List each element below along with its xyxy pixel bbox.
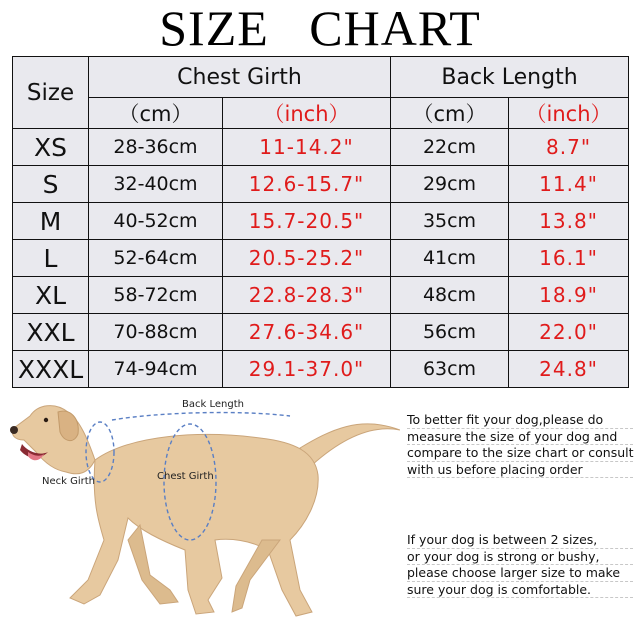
back-cm-cell: 35cm xyxy=(391,203,509,240)
table-row xyxy=(13,314,629,351)
back-length-label: Back Length xyxy=(182,399,244,410)
fit-advice-note xyxy=(407,412,633,478)
table-row xyxy=(13,240,629,277)
chest-inch-cell: 12.6-15.7" xyxy=(223,166,391,203)
size-cell: XXL xyxy=(13,314,89,351)
chest-girth-header: Chest Girth xyxy=(89,57,391,98)
chest-girth-label: Chest Girth xyxy=(157,471,214,482)
size-header: Size xyxy=(13,57,89,129)
back-inch-header: （inch） xyxy=(509,98,629,129)
table-row xyxy=(13,166,629,203)
chest-cm-cell: 70-88cm xyxy=(89,314,223,351)
back-cm-cell: 56cm xyxy=(391,314,509,351)
chest-cm-cell: 40-52cm xyxy=(89,203,223,240)
chest-inch-cell: 11-14.2" xyxy=(223,129,391,166)
size-cell: M xyxy=(13,203,89,240)
chest-cm-cell: 32-40cm xyxy=(89,166,223,203)
size-chart-table xyxy=(12,56,628,388)
chest-cm-cell: 74-94cm xyxy=(89,351,223,388)
note-line: measure the size of your dog and xyxy=(407,429,633,446)
back-cm-cell: 22cm xyxy=(391,129,509,166)
chest-cm-cell: 28-36cm xyxy=(89,129,223,166)
back-length-header: Back Length xyxy=(391,57,629,98)
back-inch-cell: 24.8" xyxy=(509,351,629,388)
note-line: compare to the size chart or consult xyxy=(407,445,634,460)
size-cell: L xyxy=(13,240,89,277)
chest-inch-cell: 27.6-34.6" xyxy=(223,314,391,351)
dog-illustration xyxy=(0,390,400,640)
chest-inch-cell: 20.5-25.2" xyxy=(223,240,391,277)
table-row xyxy=(13,277,629,314)
note-line: please choose larger size to make xyxy=(407,565,633,582)
back-inch-cell: 8.7" xyxy=(509,129,629,166)
back-inch-cell: 13.8" xyxy=(509,203,629,240)
note-line: sure your dog is comfortable. xyxy=(407,582,633,599)
note-line: If your dog is between 2 sizes, xyxy=(407,532,633,549)
note-line: or your dog is strong or bushy, xyxy=(407,549,633,566)
size-advice-note xyxy=(407,532,633,598)
size-cell: XXXL xyxy=(13,351,89,388)
back-cm-cell: 29cm xyxy=(391,166,509,203)
back-inch-cell: 18.9" xyxy=(509,277,629,314)
back-cm-cell: 48cm xyxy=(391,277,509,314)
table-row xyxy=(13,129,629,166)
note-line: with us before placing order xyxy=(407,462,633,479)
chest-cm-cell: 58-72cm xyxy=(89,277,223,314)
back-cm-header: （cm） xyxy=(391,98,509,129)
page-title: SIZE CHART xyxy=(159,0,481,56)
back-inch-cell: 11.4" xyxy=(509,166,629,203)
neck-girth-label: Neck Girth xyxy=(42,476,95,487)
chest-inch-header: （inch） xyxy=(223,98,391,129)
dog-measurement-illustration xyxy=(0,390,400,640)
back-cm-cell: 63cm xyxy=(391,351,509,388)
size-cell: XS xyxy=(13,129,89,166)
back-cm-cell: 41cm xyxy=(391,240,509,277)
chest-inch-cell: 29.1-37.0" xyxy=(223,351,391,388)
chest-cm-header: （cm） xyxy=(89,98,223,129)
size-cell: S xyxy=(13,166,89,203)
chest-inch-cell: 22.8-28.3" xyxy=(223,277,391,314)
note-line: To better fit your dog,please do xyxy=(407,412,633,429)
table-row xyxy=(13,351,629,388)
size-cell: XL xyxy=(13,277,89,314)
back-inch-cell: 16.1" xyxy=(509,240,629,277)
chest-inch-cell: 15.7-20.5" xyxy=(223,203,391,240)
chest-cm-cell: 52-64cm xyxy=(89,240,223,277)
back-inch-cell: 22.0" xyxy=(509,314,629,351)
table-row xyxy=(13,203,629,240)
